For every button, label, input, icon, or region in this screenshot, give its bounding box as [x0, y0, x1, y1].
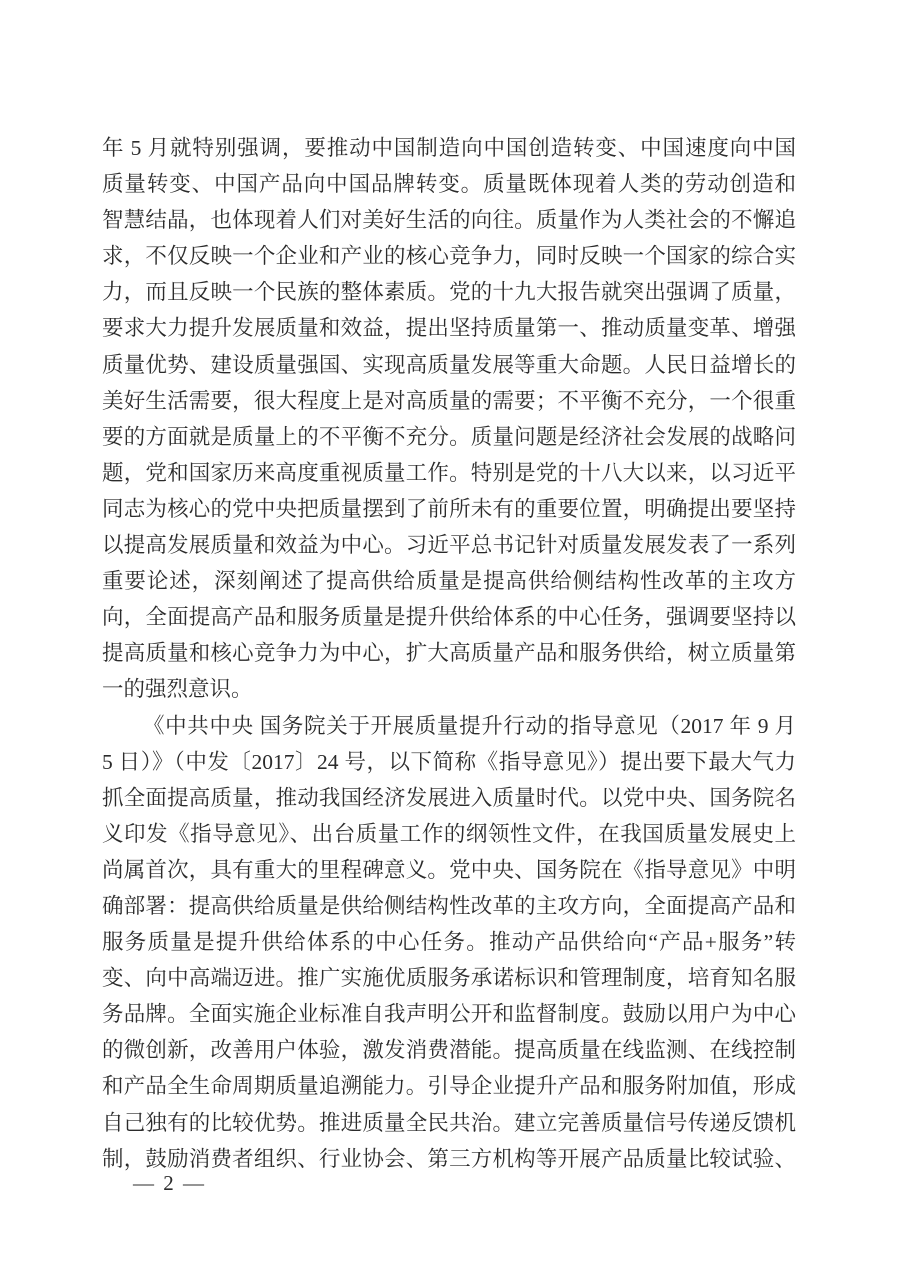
text-line: 质量优势、建设质量强国、实现高质量发展等重大命题。人民日益增长的 — [102, 352, 796, 377]
text-line: 质量转变、中国产品向中国品牌转变。质量既体现着人类的劳动创造和 — [102, 172, 796, 197]
text-line: 要的方面就是质量上的不平衡不充分。质量问题是经济社会发展的战略问 — [102, 424, 796, 449]
text-line: 务品牌。全面实施企业标准自我声明公开和监督制度。鼓励以用户为中心 — [102, 1002, 796, 1027]
text-line: 尚属首次，具有重大的里程碑意义。党中央、国务院在《指导意见》中明 — [102, 857, 796, 882]
text-line: 提高质量和核心竞争力为中心，扩大高质量产品和服务供给，树立质量第 — [102, 641, 796, 666]
text-line: 要求大力提升发展质量和效益，提出坚持质量第一、推动质量变革、增强 — [102, 316, 796, 341]
text-line: 义印发《指导意见》、出台质量工作的纲领性文件，在我国质量发展史上 — [102, 821, 796, 846]
page-number: — 2 — — [133, 1171, 206, 1195]
text-line: 自己独有的比较优势。推进质量全民共治。建立完善质量信号传递反馈机 — [102, 1110, 796, 1135]
text-line: 智慧结晶，也体现着人们对美好生活的向往。质量作为人类社会的不懈追 — [102, 208, 796, 233]
text-line: 力，而且反映一个民族的整体素质。党的十九大报告就突出强调了质量， — [102, 280, 796, 305]
text-line: 求，不仅反映一个企业和产业的核心竞争力，同时反映一个国家的综合实 — [102, 244, 796, 269]
text-line: 的微创新，改善用户体验，激发消费潜能。提高质量在线监测、在线控制 — [102, 1038, 796, 1063]
text-line: 《中共中央 国务院关于开展质量提升行动的指导意见（2017 年 9 月 — [143, 713, 796, 738]
text-line: 向，全面提高产品和服务质量是提升供给体系的中心任务，强调要坚持以 — [102, 605, 796, 630]
text-line: 和产品全生命周期质量追溯能力。引导企业提升产品和服务附加值，形成 — [102, 1074, 796, 1099]
text-line: 年 5 月就特别强调，要推动中国制造向中国创造转变、中国速度向中国 — [102, 136, 796, 160]
text-line: 美好生活需要，很大程度上是对高质量的需要；不平衡不充分，一个很重 — [102, 388, 796, 413]
text-line: 制，鼓励消费者组织、行业协会、第三方机构等开展产品质量比较试验、 — [102, 1146, 796, 1171]
text-line: 抓全面提高质量，推动我国经济发展进入质量时代。以党中央、国务院名 — [102, 785, 796, 810]
text-line: 同志为核心的党中央把质量摆到了前所未有的重要位置，明确提出要坚持 — [102, 496, 796, 521]
text-line: 以提高发展质量和效益为中心。习近平总书记针对质量发展发表了一系列 — [102, 533, 796, 558]
text-line: 变、向中高端迈进。推广实施优质服务承诺标识和管理制度，培育知名服 — [102, 966, 796, 991]
body-text — [102, 130, 796, 1177]
text-line: 重要论述，深刻阐述了提高供给质量是提高供给侧结构性改革的主攻方 — [102, 569, 796, 594]
text-line: 一的强烈意识。 — [102, 677, 253, 702]
text-line: 确部署：提高供给质量是供给侧结构性改革的主攻方向，全面提高产品和 — [102, 893, 796, 918]
text-line: 服务质量是提升供给体系的中心任务。推动产品供给向“产品+服务”转 — [102, 930, 796, 955]
text-line: 题，党和国家历来高度重视质量工作。特别是党的十八大以来，以习近平 — [102, 460, 796, 485]
text-line: 5 日）》（中发〔2017〕24 号，以下简称《指导意见》）提出要下最大气力 — [102, 749, 796, 774]
